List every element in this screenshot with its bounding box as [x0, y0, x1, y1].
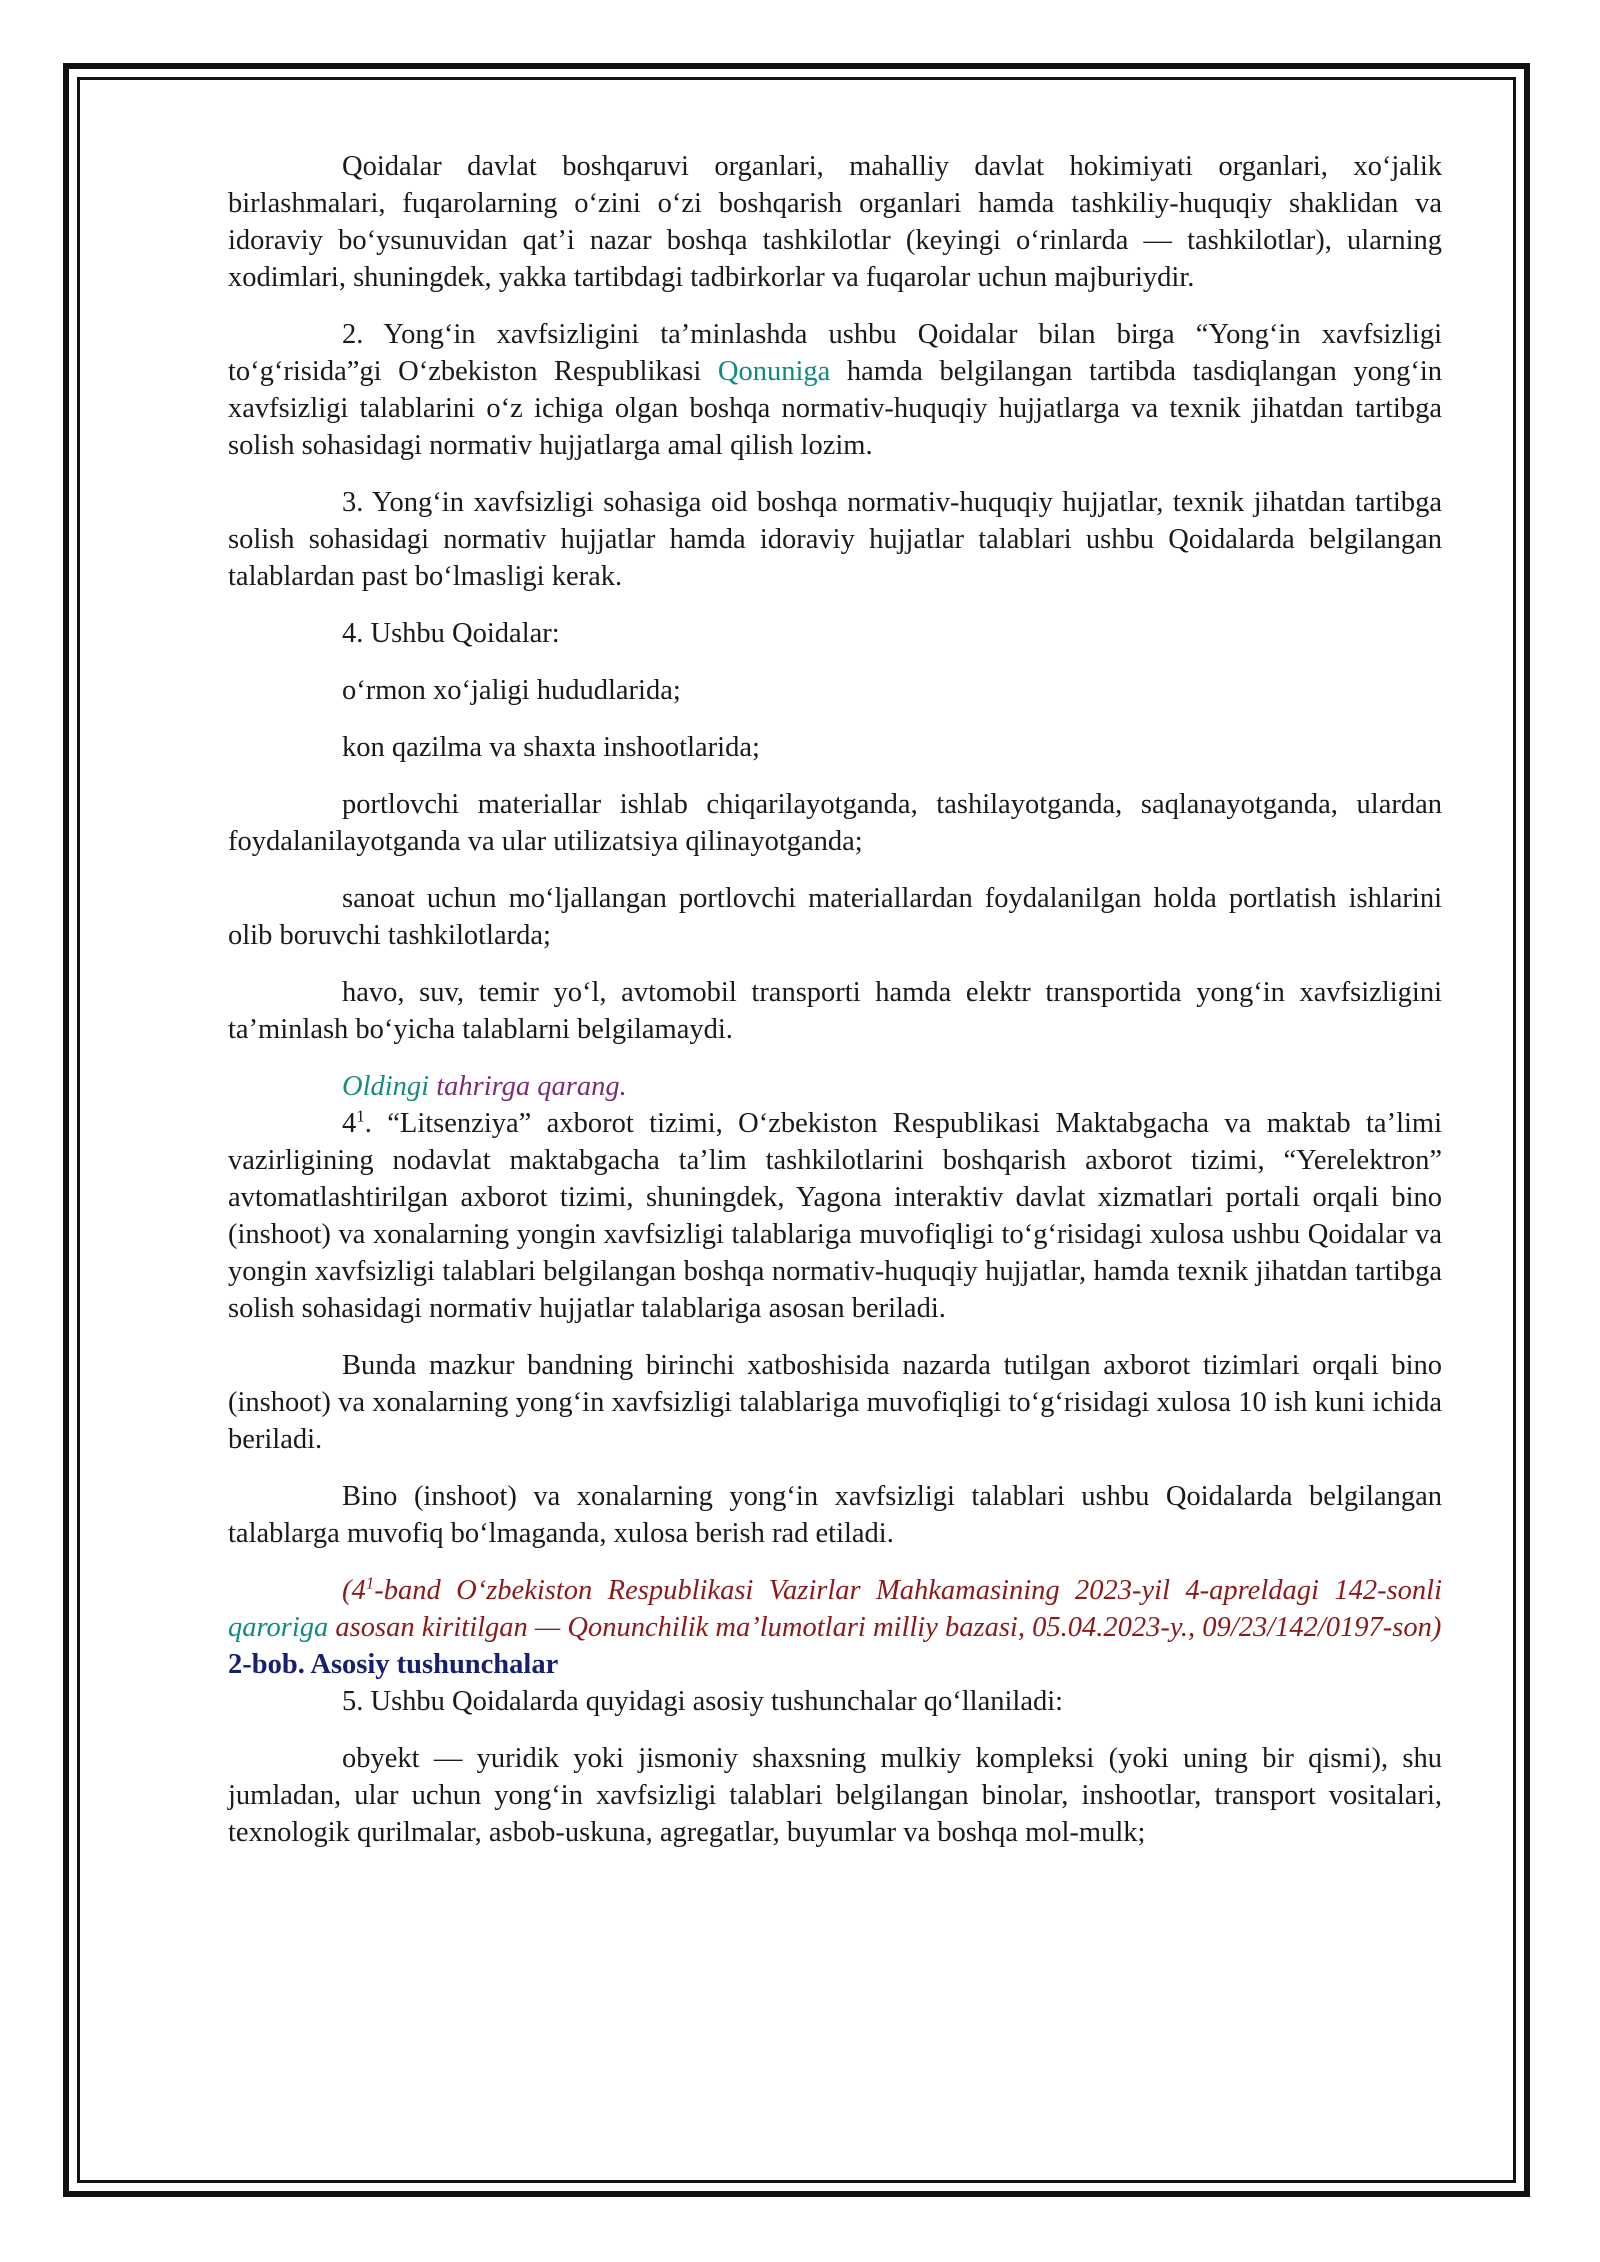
paragraph-4-1: $4^1$. “Litsenziya” axborot tizimi, O‘zbekiston Respublikasi Maktabgacha va maktab ta’limi vazirligining nodavlat maktabgacha ta’lim tashkilotlarini boshqarish axborot tizimi, “Yerelektron” avtomatlashtirilgan axborot tizimi, shuningdek, Yagona interaktiv davlat xizmatlari portali orqali bino (inshoot) va xonalarning yongin xavfsizligi talablariga muvofiqligi to‘g‘risidagi xulosa ushbu Qoidalar va yongin xavfsizligi talablari belgilangan boshqa normativ-huquqiy hujjatlar, hamda texnik jihatdan tartibga solish sohasidagi normativ hujjatlar talablariga asosan beriladi. — [228, 1106, 1442, 1324]
paragraph-4: 4. Ushbu Qoidalar: — [342, 618, 560, 649]
paragraph-3: 3. Yong‘in xavfsizligi sohasiga oid boshqa normativ-huquqiy hujjatlar, texnik jihatdan tartibga solish sohasidagi normativ hujjatlar hamda idoraviy hujjatlar talablari ushbu Qoidalarda belgilangan talablardan past bo‘lmasligi kerak. — [228, 487, 1442, 592]
paragraph-5: 5. Ushbu Qoidalarda quyidagi asosiy tushunchalar qo‘llaniladi: — [342, 1686, 1064, 1717]
chapter-heading: 2-bob. Asosiy tushunchalar — [228, 1649, 559, 1680]
list-item: sanoat uchun mo‘ljallangan portlovchi materiallardan foydalanilgan holda portlatish ishlarini olib boruvchi tashkilotlarda; — [228, 883, 1442, 951]
list-item: portlovchi materiallar ishlab chiqarilayotganda, tashilayotganda, saqlanayotganda, ulardan foydalanilayotganda va ular utilizatsiya qilinayotganda; — [228, 789, 1442, 857]
paragraph-1: Qoidalar davlat boshqaruvi organlari, mahalliy davlat hokimiyati organlari, xo‘jalik birlashmalari, fuqarolarning o‘zini o‘zi boshqarish organlari hamda tashkiliy-huquqiy shaklidan va idoraviy bo‘ysunuvidan qat’i nazar boshqa tashkilotlar (keyingi o‘rinlarda — tashkilotlar), ularning xodimlari, shuningdek, yakka tartibdagi tadbirkorlar va fuqarolar uchun majburiydir. — [228, 151, 1442, 293]
document-body — [228, 148, 1442, 1871]
list-item: havo, suv, temir yo‘l, avtomobil transporti hamda elektr transportida yong‘in xavfsizligini ta’minlash bo‘yicha talablarni belgilamaydi. — [228, 977, 1442, 1045]
resolution-link[interactable]: qaroriga — [228, 1612, 329, 1643]
list-item: kon qazilma va shaxta inshootlarida; — [342, 732, 760, 763]
definition-object: obyekt — yuridik yoki jismoniy shaxsning mulkiy kompleksi (yoki uning bir qismi), shu jumladan, ular uchun yong‘in xavfsizligi talablari belgilangan binolar, inshootlar, transport vositalari, texnologik qurilmalar, asbob-uskuna, agregatlar, buyumlar va boshqa mol-mulk; — [228, 1743, 1442, 1848]
previous-edition-link[interactable]: Oldingi tahrirga qarang. — [342, 1071, 627, 1102]
paragraph-4-1-c: Bino (inshoot) va xonalarning yong‘in xavfsizligi talablari ushbu Qoidalarda belgilangan talablarga muvofiq bo‘lmaganda, xulosa berish rad etiladi. — [228, 1481, 1442, 1549]
paragraph-2: 2. Yong‘in xavfsizligini ta’minlashda ushbu Qoidalar bilan birga “Yong‘in xavfsizligi to‘g‘risida”gi O‘zbekiston Respublikasi Qonuniga hamda belgilangan tartibda tasdiqlangan yong‘in xavfsizligi talablarini o‘z ichiga olgan boshqa normativ-huquqiy hujjatlarga va texnik jihatdan tartibga solish sohasidagi normativ hujjatlarga amal qilish lozim. — [228, 319, 1442, 461]
law-link[interactable]: Qonuniga — [717, 356, 831, 387]
list-item: o‘rmon xo‘jaligi hududlarida; — [342, 675, 681, 706]
amendment-note: ($4^1$-band O‘zbekiston Respublikasi Vazirlar Mahkamasining 2023-yil 4-apreldagi 142-sonli qaroriga asosan kiritilgan — Qonunchilik ma’lumotlari milliy bazasi, 05.04.2023-y., 09/23/142/0197-son) — [228, 1573, 1442, 1643]
paragraph-4-1-b: Bunda mazkur bandning birinchi xatboshisida nazarda tutilgan axborot tizimlari orqali bino (inshoot) va xonalarning yong‘in xavfsizligi talablariga muvofiqligi to‘g‘risidagi xulosa 10 ish kuni ichida beriladi. — [228, 1350, 1442, 1455]
